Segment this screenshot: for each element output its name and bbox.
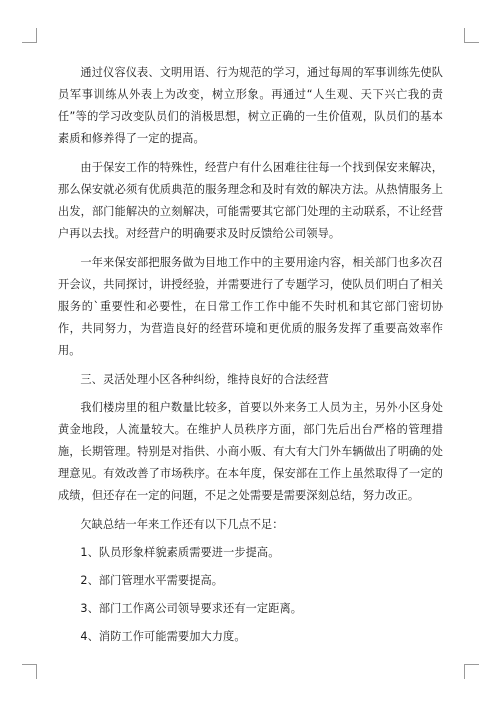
crop-mark-bottom-right [464, 664, 479, 679]
crop-mark-top-left [22, 28, 37, 43]
paragraph-training: 通过仪容仪表、文明用语、行为规范的学习，通过每周的军事训练先使队员军事训练从外表上为改变，树立形象。再通过“人生观、天下兴亡我的责任”等的学习改变队员们的消极思想，树立正确的一生价值观，队员们的基本素质和修养得了一定的提高。 [58, 66, 443, 145]
shortcoming-item-1: 1、队员形象样貌素质需要进一步提高。 [80, 546, 280, 559]
section-heading-three: 三、灵活处理小区各种纠纷，维持良好的合法经营 [80, 373, 329, 386]
crop-mark-bottom-left [22, 664, 37, 679]
paragraph-order: 我们楼房里的租户数量比较多，首要以外来务工人员为主，另外小区身处黄金地段，人流量较大。在维护人员秩序方面，部门先后出台严格的管理措施，长期管理。特别是对指供、小商小贩、有大有大门外车辆做出了明确的处理意见。有效改善了市场秩序。在本年度，保安部在工作上虽然取得了一定的成绩，但还存在一定的问题，不足之处需要是需要深刻总结，努力改正。 [58, 401, 443, 502]
paragraph-service: 由于保安工作的特殊性，经营户有什么困难往往每一个找到保安来解决，那么保安就必须有优质典范的服务理念和及时有效的解决方法。从热情服务上出发，部门能解决的立刻解决，可能需要其它部门处理的主动联系，不让经营户再以去找。对经营户的明确要求及时反馈给公司领导。 [58, 161, 443, 240]
paragraph-cooperation: 一年来保安部把服务做为目地工作中的主要用途内容，相关部门也多次召开会议，共同探讨，讲授经验，并需要进行了专题学习，使队员们明白了相关服务的`重要性和必要性，在日常工作工作中能不失时机和其它部门密切协作，共同努力，为营造良好的经营环境和更优质的服务发挥了重要高效率作用。 [58, 256, 443, 357]
crop-mark-top-right [464, 28, 479, 43]
shortcoming-item-2: 2、部门管理水平需要提高。 [80, 574, 224, 587]
shortcomings-intro: 欠缺总结一年来工作还有以下几点不足： [80, 518, 284, 531]
document-body [58, 62, 443, 654]
shortcoming-item-3: 3、部门工作离公司领导要求还有一定距离。 [80, 602, 303, 615]
shortcoming-item-4: 4、消防工作可能需要加大力度。 [80, 630, 246, 643]
